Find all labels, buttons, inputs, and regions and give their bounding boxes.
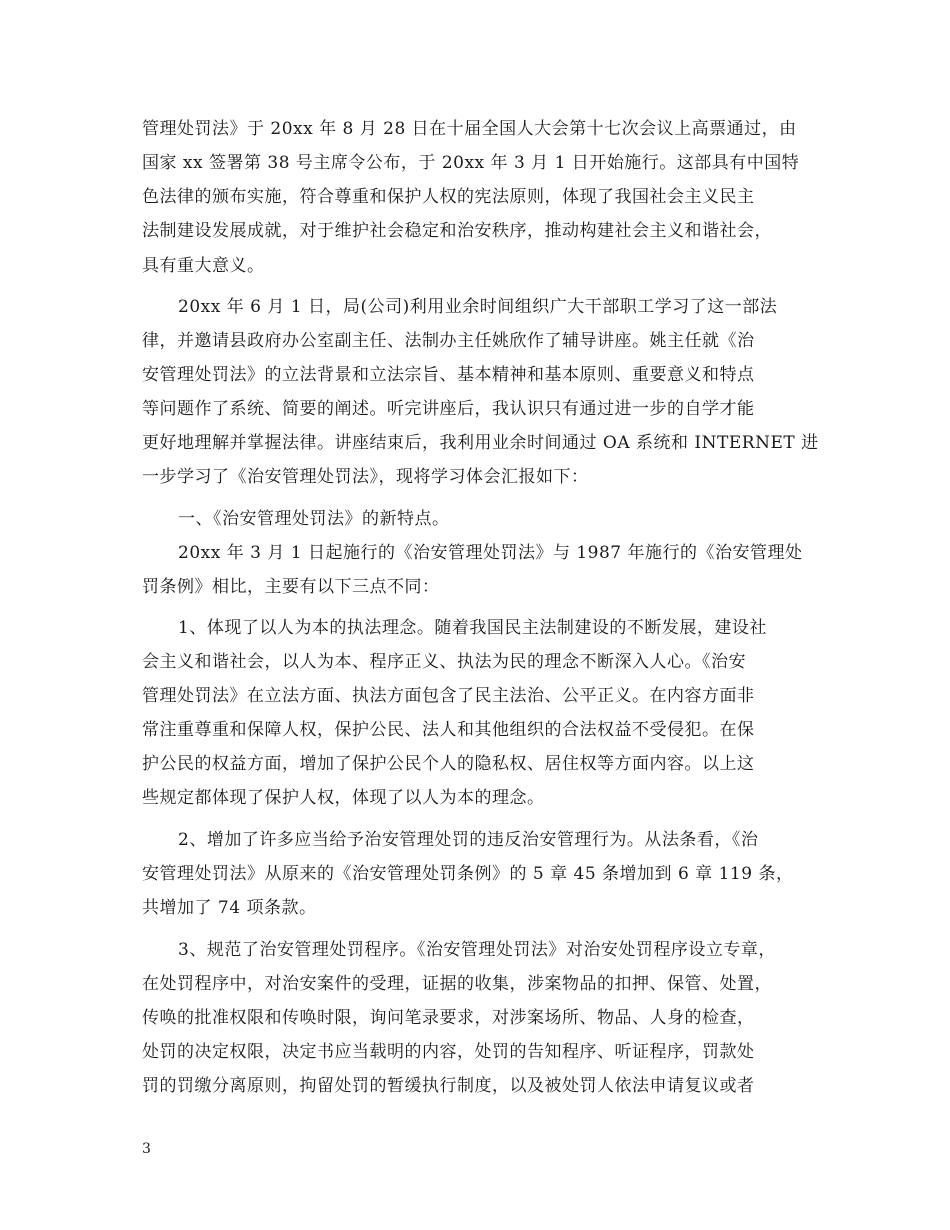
text-line: 律，并邀请县政府办公室副主任、法制办主任姚欣作了辅导讲座。姚主任就《治 [142, 331, 755, 351]
text-line: 更好地理解并掌握法律。讲座结束后，我利用业余时间通过 OA 系统和 INTERNET 进 [142, 433, 819, 453]
text-line: 罚条例》相比，主要有以下三点不同： [142, 577, 440, 597]
text-line: 等问题作了系统、简要的阐述。听完讲座后，我认识只有通过进一步的自学才能 [142, 399, 755, 419]
text-line: 安管理处罚法》从原来的《治安管理处罚条例》的 5 章 45 条增加到 6 章 119 条， [142, 864, 794, 884]
text-line: 处罚的决定权限，决定书应当载明的内容，处罚的告知程序、听证程序，罚款处 [142, 1042, 755, 1062]
text-line: 法制建设发展成就，对于维护社会稳定和治安秩序，推动构建社会主义和谐社会， [142, 221, 772, 241]
text-line: 1、体现了以人为本的执法理念。随着我国民主法制建设的不断发展，建设社 [178, 618, 767, 638]
text-line: 一步学习了《治安管理处罚法》，现将学习体会汇报如下： [142, 467, 589, 487]
text-line: 20xx 年 6 月 1 日，局(公司)利用业余时间组织广大干部职工学习了这一部法 [178, 297, 778, 317]
text-line: 国家 xx 签署第 38 号主席令公布，于 20xx 年 3 月 1 日开始施行。这部具有中国特 [142, 153, 800, 173]
text-line: 会主义和谐社会，以人为本、程序正义、执法为民的理念不断深入人心。《治安 [142, 652, 746, 672]
text-line: 3、规范了治安管理处罚程序。《治安管理处罚法》对治安处罚程序设立专章， [178, 940, 776, 960]
text-line: 管理处罚法》于 20xx 年 8 月 28 日在十届全国人大会第十七次会议上高票通过，由 [142, 119, 797, 139]
text-line: 在处罚程序中，对治安案件的受理，证据的收集，涉案物品的扣押、保管、处置， [142, 974, 772, 994]
text-line: 20xx 年 3 月 1 日起施行的《治安管理处罚法》与 1987 年施行的《治安管理处 [178, 543, 803, 563]
text-line: 具有重大意义。 [142, 256, 265, 276]
text-line: 护公民的权益方面，增加了保护公民个人的隐私权、居住权等方面内容。以上这 [142, 754, 755, 774]
text-line: 些规定都体现了保护人权，体现了以人为本的理念。 [142, 788, 545, 808]
text-line: 色法律的颁布实施，符合尊重和保护人权的宪法原则，体现了我国社会主义民主 [142, 187, 755, 207]
text-line: 传唤的批准权限和传唤时限，询问笔录要求，对涉案场所、物品、人身的检查， [142, 1008, 755, 1028]
text-line: 2、增加了许多应当给予治安管理处罚的违反治安管理行为。从法条看，《治 [178, 830, 759, 850]
text-line: 安管理处罚法》的立法背景和立法宗旨、基本精神和基本原则、重要意义和特点 [142, 365, 755, 385]
section-heading: 一、《治安管理处罚法》的新特点。 [178, 509, 450, 529]
text-line: 罚的罚缴分离原则，拘留处罚的暂缓执行制度，以及被处罚人依法申请复议或者 [142, 1076, 755, 1096]
text-line: 管理处罚法》在立法方面、执法方面包含了民主法治、公平正义。在内容方面非 [142, 686, 755, 706]
text-line: 共增加了 74 项条款。 [142, 898, 317, 918]
text-line: 常注重尊重和保障人权，保护公民、法人和其他组织的合法权益不受侵犯。在保 [142, 720, 755, 740]
page-number: 3 [142, 1141, 151, 1157]
